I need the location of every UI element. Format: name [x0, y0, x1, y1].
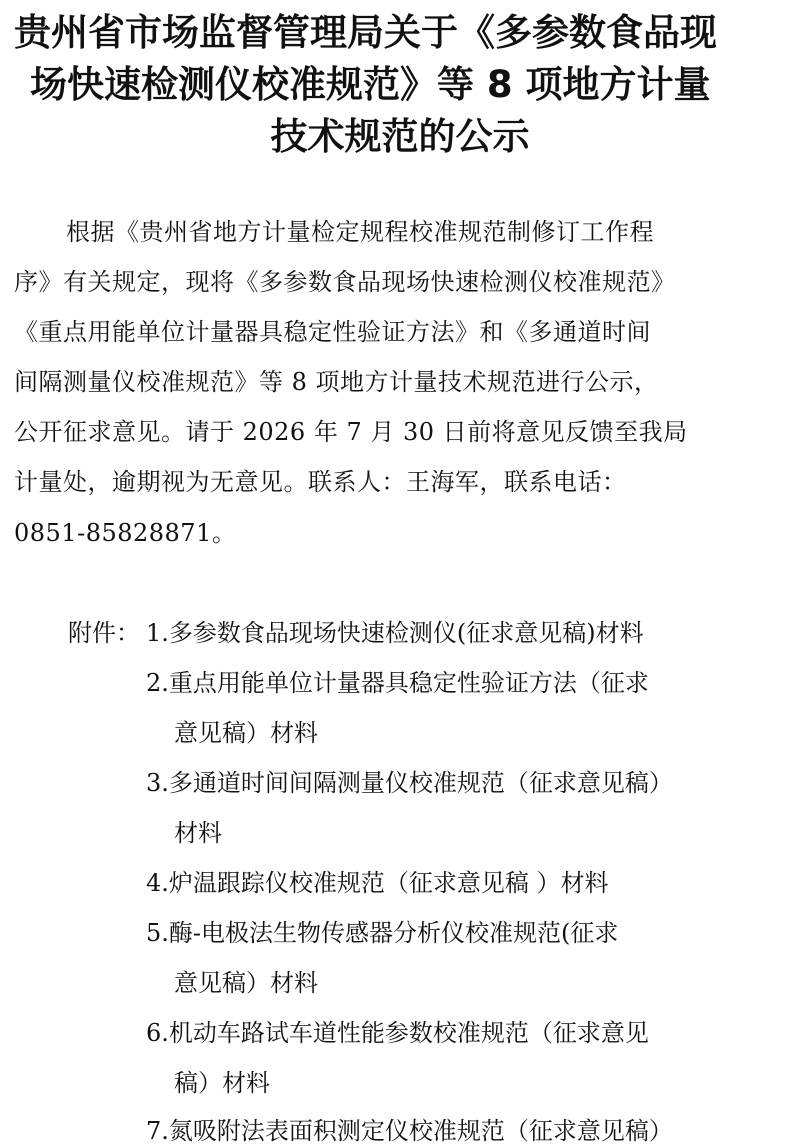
attachment-text: 多通道时间间隔测量仪校准规范（征求意见稿） — [168, 769, 673, 797]
attachment-item-6-cont: 稿）材料 — [174, 1069, 270, 1097]
attachment-number: 4. — [146, 869, 169, 897]
attachment-number: 7. — [146, 1117, 169, 1145]
attachment-number: 1. — [146, 619, 169, 647]
attachment-item-1 — [146, 621, 644, 645]
attachment-text: 多参数食品现场快速检测仪(征求意见稿)材料 — [168, 619, 644, 647]
body-line-4: 间隔测量仪校准规范》等 8 项地方计量技术规范进行公示， — [14, 368, 659, 396]
body-line-7: 0851-85828871。 — [14, 519, 237, 547]
attachment-item-3-cont: 材料 — [174, 819, 222, 847]
body-line-2: 序》有关规定，现将《多参数食品现场快速检测仪校准规范》 — [14, 268, 676, 296]
attachment-item-2-cont: 意见稿）材料 — [174, 719, 318, 747]
attachment-number: 5. — [146, 919, 169, 947]
attachment-number: 6. — [146, 1019, 169, 1047]
attachment-text: 重点用能单位计量器具稳定性验证方法（征求 — [168, 669, 649, 697]
attachment-text: 炉温跟踪仪校准规范（征求意见稿 ）材料 — [168, 869, 609, 897]
title-line-1: 贵州省市场监督管理局关于《多参数食品现 — [14, 11, 717, 54]
attachment-number: 2. — [146, 669, 169, 697]
attachment-item-6 — [146, 1021, 649, 1045]
title-line-2: 场快速检测仪校准规范》等 8 项地方计量 — [30, 63, 711, 106]
body-line-5: 公开征求意见。请于 2026 年 7 月 30 日前将意见反馈至我局 — [14, 418, 688, 446]
attachment-item-7 — [146, 1119, 673, 1143]
attachment-item-4 — [146, 871, 609, 895]
body-line-3: 《重点用能单位计量器具稳定性验证方法》和《多通道时间 — [14, 318, 651, 346]
attachment-item-5 — [146, 921, 618, 945]
attachment-number: 3. — [146, 769, 169, 797]
attachment-text: 机动车路试车道性能参数校准规范（征求意见 — [168, 1019, 649, 1047]
attachment-item-3 — [146, 771, 673, 795]
attachments-label: 附件： — [68, 619, 140, 647]
attachment-text: 酶-电极法生物传感器分析仪校准规范(征求 — [168, 919, 619, 947]
attachment-item-5-cont: 意见稿）材料 — [174, 969, 318, 997]
attachment-item-2 — [146, 671, 649, 695]
attachment-text: 氮吸附法表面积测定仪校准规范（征求意见稿） — [168, 1117, 673, 1145]
body-line-1: 根据《贵州省地方计量检定规程校准规范制修订工作程 — [66, 218, 654, 246]
body-line-6: 计量处，逾期视为无意见。联系人：王海军，联系电话： — [14, 468, 627, 496]
title-line-3: 技术规范的公示 — [270, 115, 530, 158]
